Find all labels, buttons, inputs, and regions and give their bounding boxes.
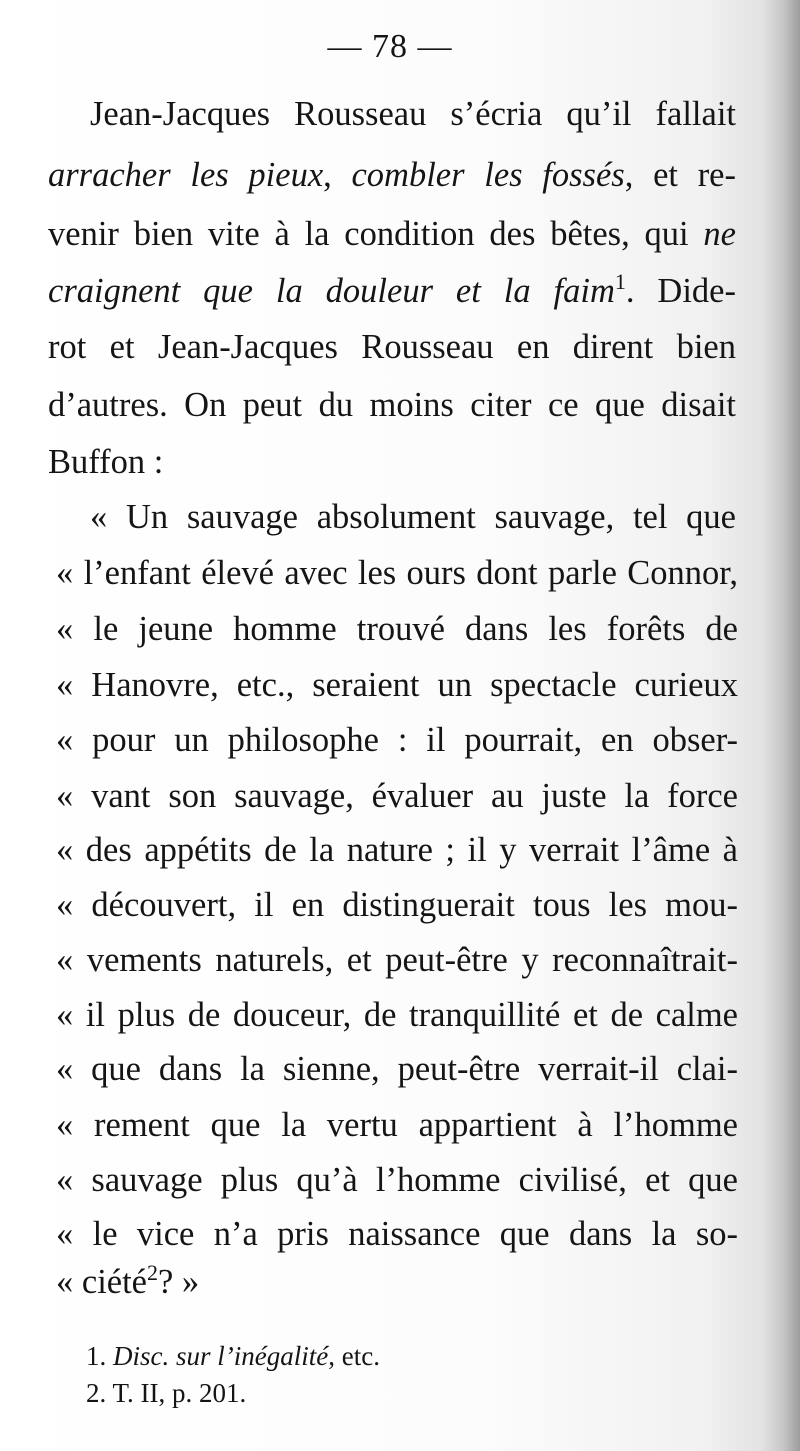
text-span: . Dide-: [625, 272, 736, 310]
text-span: ,: [323, 156, 352, 194]
footnote-number: 1.: [86, 1341, 107, 1371]
paragraph-line: [90, 97, 736, 132]
paragraph-line: [48, 158, 736, 193]
paragraph-line: [48, 217, 736, 252]
footnote-1: [86, 1343, 380, 1370]
quote-line: « que dans la sienne, peut-être verrait-il clai-: [56, 1050, 738, 1088]
footnote-ref-1: 1: [614, 269, 626, 294]
quote-line: « des appétits de la nature ; il y verrait l’âme à: [56, 831, 738, 869]
text-span: « ciété: [56, 1263, 147, 1301]
italic-quote-span: craignent que la douleur et la faim: [48, 272, 615, 310]
text-span: ? »: [157, 1263, 200, 1301]
paragraph-line: [48, 269, 736, 310]
quote-line: « Un sauvage absolument sauvage, tel que: [90, 498, 736, 536]
paragraph-line: [48, 388, 736, 423]
quote-line: « pour un philosophe : il pourrait, en obser-: [56, 721, 738, 759]
quote-line: « Hanovre, etc., seraient un spectacle curieux: [56, 666, 738, 704]
italic-quote-span: combler les fossés: [351, 156, 625, 194]
quote-line: « il plus de douceur, de tranquillité et de calme: [56, 996, 738, 1034]
footnote-italic-title: Disc. sur l’inégalité: [113, 1341, 329, 1371]
paragraph-line: [48, 330, 736, 365]
footnote-ref-2: 2: [146, 1260, 158, 1285]
quote-line: « rement que la vertu appartient à l’homme: [56, 1106, 738, 1144]
page-number: — 78 —: [327, 28, 453, 65]
text-span: Buffon :: [48, 443, 164, 481]
paragraph-line: [48, 445, 736, 480]
text-span: venir bien vite à la condition des bêtes, qui: [48, 215, 704, 253]
text-span: rot et Jean-Jacques Rousseau en dirent bien: [48, 328, 736, 366]
quote-line: « le vice n’a pris naissance que dans la so-: [56, 1215, 738, 1253]
text-span: d’autres. On peut du moins citer ce que disait: [48, 386, 736, 424]
quote-line: « sauvage plus qu’à l’homme civilisé, et que: [56, 1161, 738, 1199]
italic-quote-span: ne: [703, 215, 736, 253]
quote-line: « découvert, il en distinguerait tous les mou-: [56, 886, 738, 924]
quote-line: « l’enfant élevé avec les ours dont parle Connor,: [56, 554, 738, 592]
quote-line: « vant son sauvage, évaluer au juste la force: [56, 777, 738, 815]
text-span: , et re-: [624, 156, 736, 194]
page-edge-shadow: [762, 0, 800, 1451]
footnote-2: 2. T. II, p. 201.: [86, 1378, 247, 1408]
text-span: Jean-Jacques Rousseau s’écria qu’il fallait: [90, 95, 736, 133]
quote-line: [56, 1260, 738, 1301]
italic-quote-span: arracher les pieux: [48, 156, 324, 194]
quote-line: « vements naturels, et peut-être y reconnaîtrait-: [56, 941, 738, 979]
quote-line: « le jeune homme trouvé dans les forêts de: [56, 610, 738, 648]
footnote-text: , etc.: [328, 1341, 380, 1371]
